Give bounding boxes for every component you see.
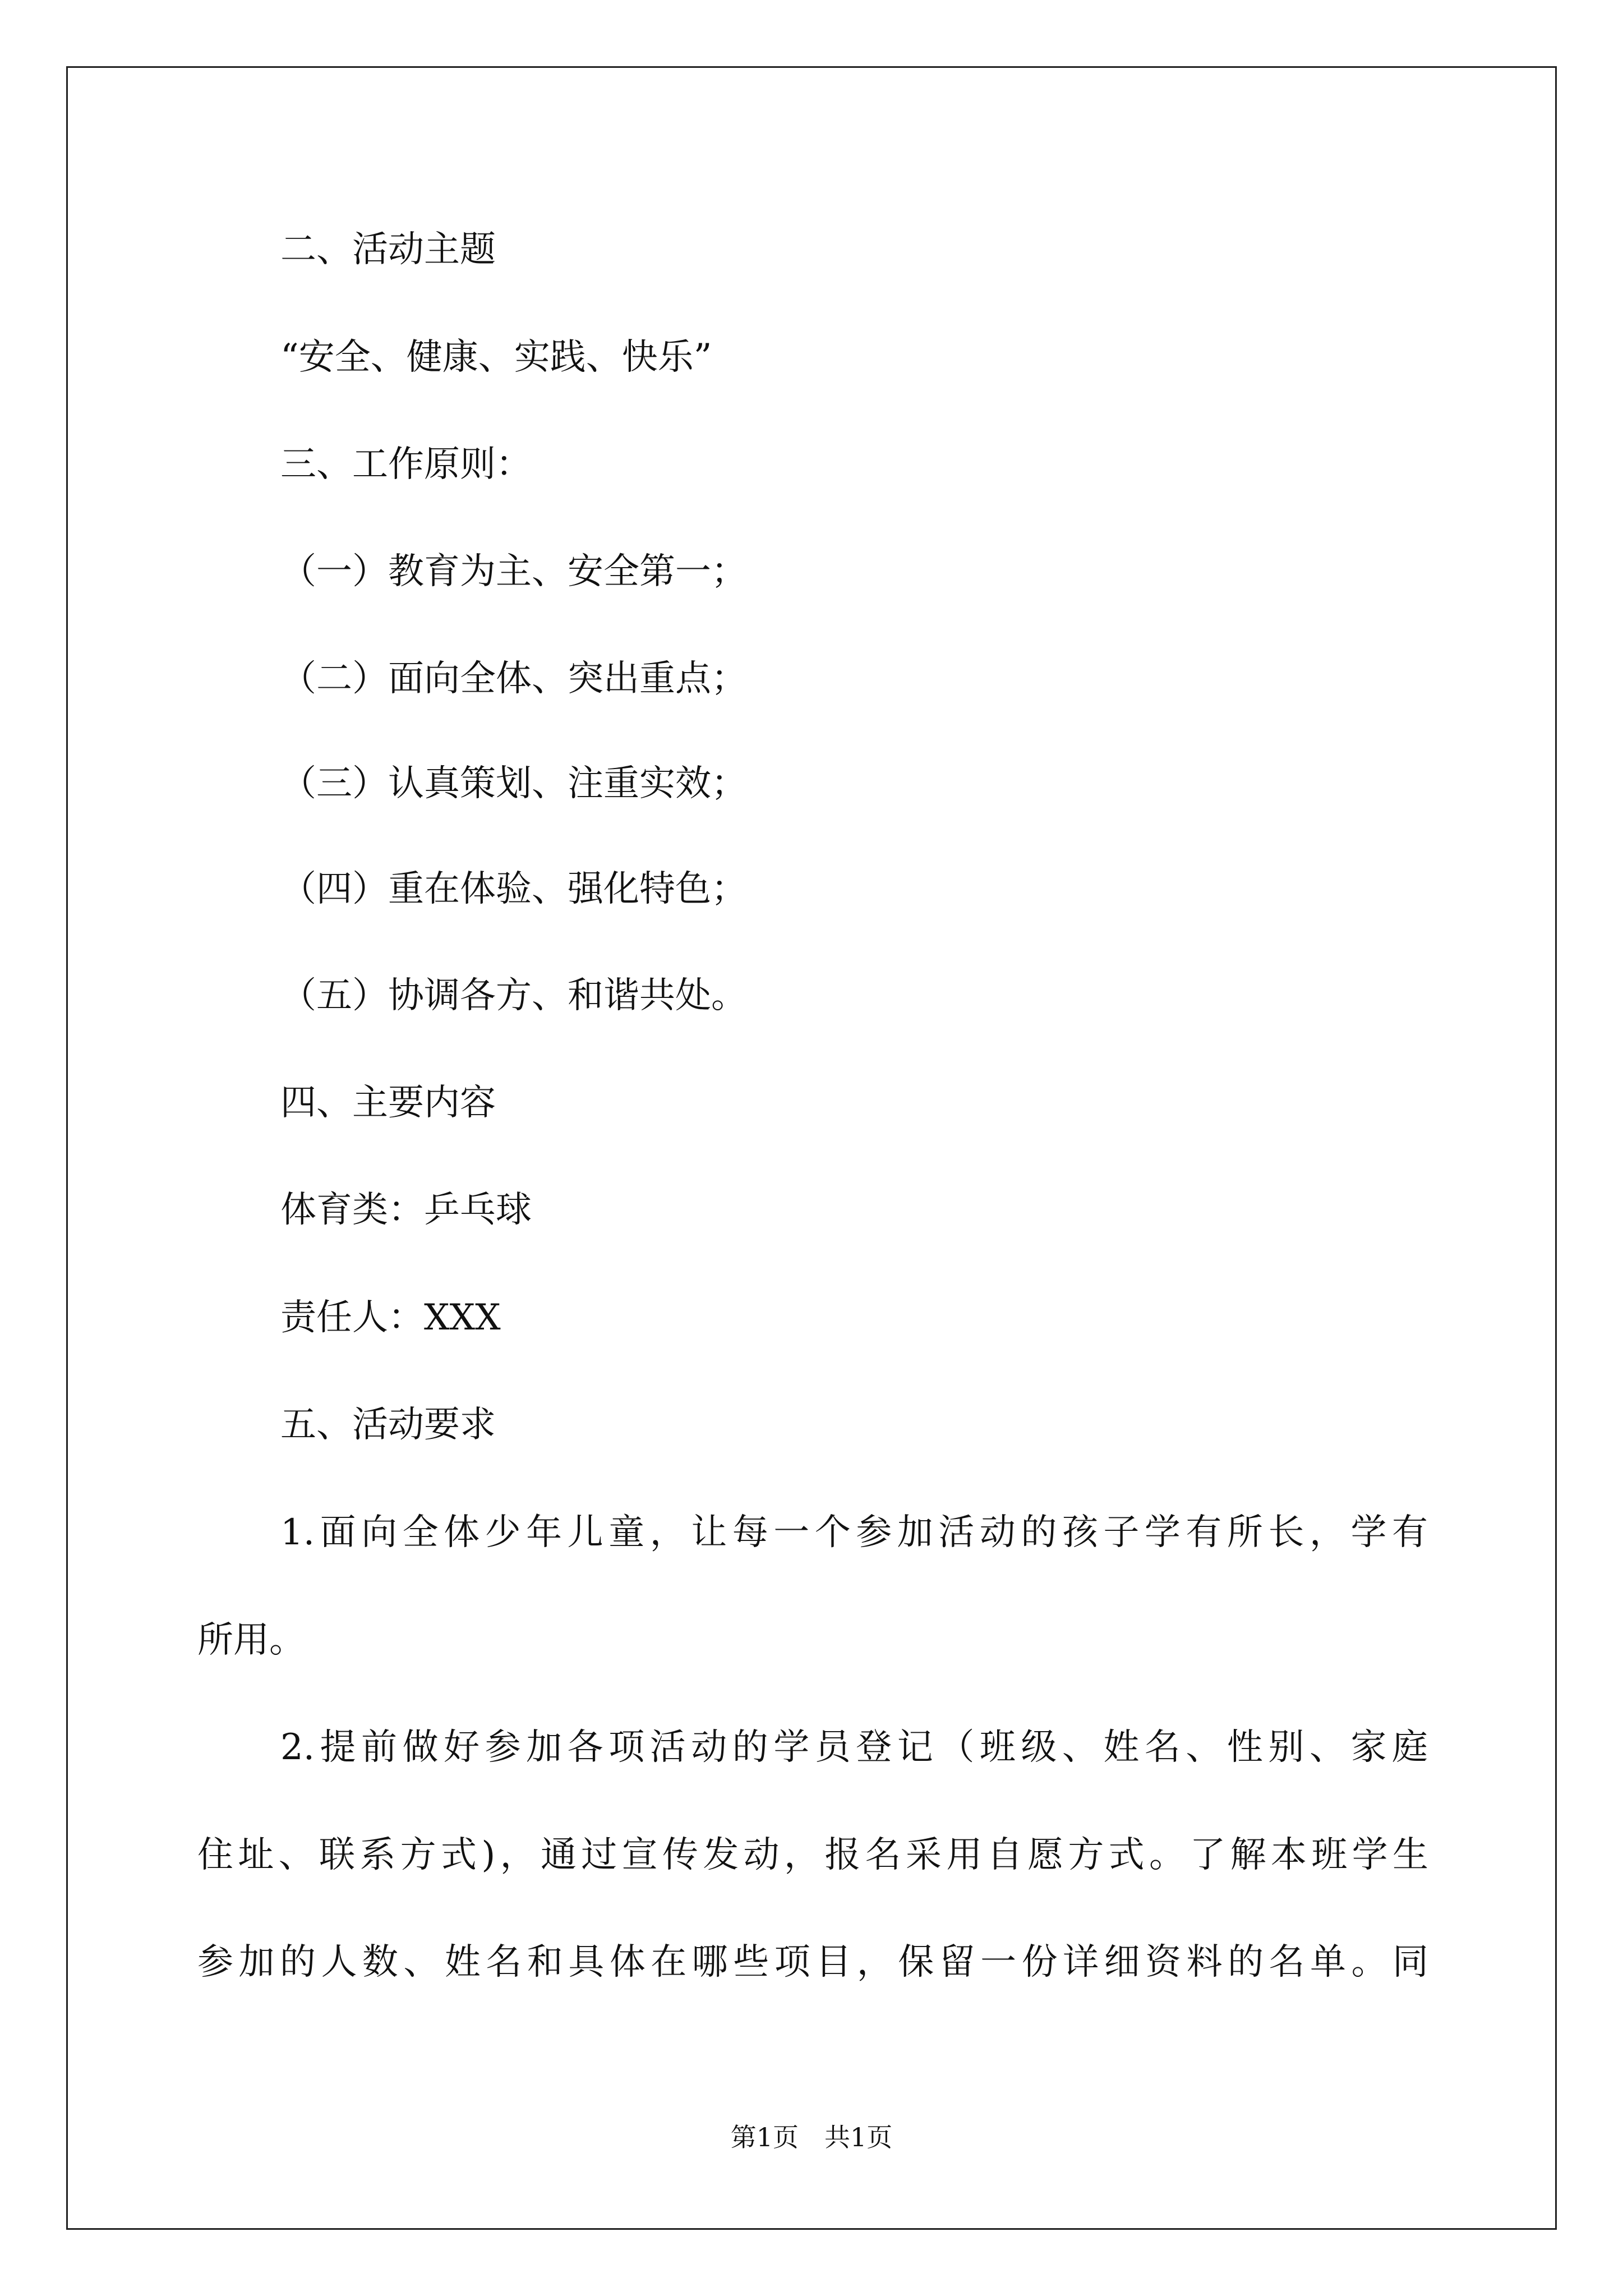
principle-3: （三）认真策划、注重实效；: [280, 763, 747, 804]
page-number-footer: 第1页 共1页: [730, 2122, 893, 2152]
principle-5: （五）协调各方、和谐共处。: [280, 975, 747, 1016]
heading-2: 二、活动主题: [280, 229, 496, 270]
requirement-1-line-2: 所用。: [197, 1619, 305, 1661]
principle-2: （二）面向全体、突出重点；: [280, 658, 747, 700]
page-border: [66, 66, 1557, 2230]
requirement-2-line-2: 住址、联系方式)，通过宣传发动，报名采用自愿方式。了解本班学生: [197, 1834, 1428, 1876]
content-sports: 体育类：乒乓球: [280, 1189, 532, 1231]
heading-3: 三、工作原则：: [280, 444, 532, 485]
principle-4: （四）重在体验、强化特色；: [280, 868, 747, 910]
theme-text: “安全、健康、实践、快乐”: [280, 337, 712, 378]
heading-5: 五、活动要求: [280, 1404, 496, 1446]
heading-4: 四、主要内容: [280, 1082, 496, 1124]
content-responsible: 责任人：XXX: [280, 1297, 501, 1338]
requirement-2-line-3: 参加的人数、姓名和具体在哪些项目，保留一份详细资料的名单。同: [197, 1941, 1428, 1983]
requirement-2-line-1: 2.提前做好参加各项活动的学员登记（班级、姓名、性别、家庭: [280, 1727, 1428, 1768]
requirement-1-line-1: 1.面向全体少年儿童，让每一个参加活动的孩子学有所长，学有: [280, 1512, 1428, 1553]
principle-1: （一）教育为主、安全第一；: [280, 551, 747, 592]
